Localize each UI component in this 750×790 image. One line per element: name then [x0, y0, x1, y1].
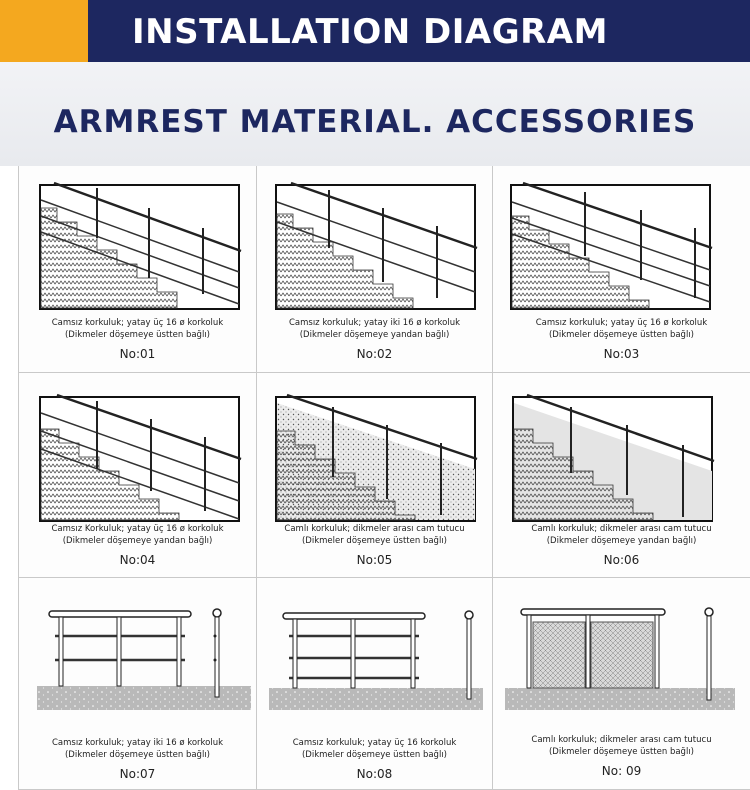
diagram-grid — [18, 166, 750, 790]
diagram-cell-04 — [19, 373, 257, 578]
diagram-number: No:08 — [356, 767, 393, 781]
diagram-cell-01 — [19, 166, 257, 373]
diagram-cell-07 — [19, 578, 257, 790]
caption-line1: Camsız korkuluk; yatay üç 16 ø korkoluk — [535, 318, 708, 328]
caption-line2: (Dikmeler döşemeye üstten bağlı) — [64, 330, 210, 340]
caption-line2: (Dikmeler döşemeye üstten bağlı) — [548, 330, 694, 340]
caption-line2: (Dikmeler döşemeye üstten bağlı) — [548, 747, 694, 757]
caption-line1: Camlı korkuluk; dikmeler arası cam tutucu — [531, 735, 712, 745]
caption-line1: Camsız korkuluk; yatay iki 16 ø korkoluk — [288, 318, 461, 328]
header-accent — [0, 0, 88, 62]
stair-railing-illustration — [493, 166, 750, 316]
caption-line1: Camlı korkuluk; dikmeler arası cam tutucu — [531, 524, 712, 534]
diagram-number: No:03 — [603, 347, 640, 361]
stair-railing-illustration — [257, 166, 493, 316]
caption-line1: Camlı korkuluk; dikmeler arası cam tutucu — [284, 524, 465, 534]
glass-stair-railing-illustration — [257, 373, 493, 523]
diagram-cell-05 — [257, 373, 493, 578]
caption-line1: Camsız korkuluk; yatay iki 16 ø korkoluk — [51, 738, 224, 748]
diagram-cell-09 — [493, 578, 750, 790]
diagram-number: No:02 — [356, 347, 393, 361]
diagram-number: No:07 — [119, 767, 156, 781]
caption-line2: (Dikmeler döşemeye yandan bağlı) — [546, 536, 697, 546]
stair-railing-illustration — [19, 166, 257, 316]
caption-line2: (Dikmeler döşemeye yandan bağlı) — [62, 536, 213, 546]
caption-line1: Camsız korkuluk; yatay üç 16 korkoluk — [292, 738, 457, 748]
diagram-number: No:01 — [119, 347, 156, 361]
caption-line1: Camsız Korkuluk; yatay üç 16 ø korkoluk — [51, 524, 224, 534]
diagram-number: No:04 — [119, 553, 156, 567]
caption-line2: (Dikmeler döşemeye üstten bağlı) — [301, 750, 447, 760]
diagram-number: No: 09 — [601, 764, 642, 778]
diagram-number: No:06 — [603, 553, 640, 567]
glass-flat-railing-illustration — [493, 578, 750, 718]
flat-railing-illustration — [257, 578, 493, 718]
diagram-number: No:05 — [356, 553, 393, 567]
caption-line1: Camsız korkuluk; yatay üç 16 ø korkoluk — [51, 318, 224, 328]
diagram-cell-03 — [493, 166, 750, 373]
glass-stair-railing-illustration — [493, 373, 750, 523]
section-title: ARMREST MATERIAL. ACCESSORIES — [53, 104, 697, 140]
stair-railing-illustration — [19, 373, 257, 523]
flat-railing-illustration — [19, 578, 257, 718]
page-title: INSTALLATION DIAGRAM — [132, 12, 608, 52]
caption-line2: (Dikmeler döşemeye üstten bağlı) — [301, 536, 447, 546]
diagram-cell-06 — [493, 373, 750, 578]
diagram-cell-02 — [257, 166, 493, 373]
caption-line2: (Dikmeler döşemeye üstten bağlı) — [64, 750, 210, 760]
diagram-cell-08 — [257, 578, 493, 790]
caption-line2: (Dikmeler döşemeye yandan bağlı) — [299, 330, 450, 340]
